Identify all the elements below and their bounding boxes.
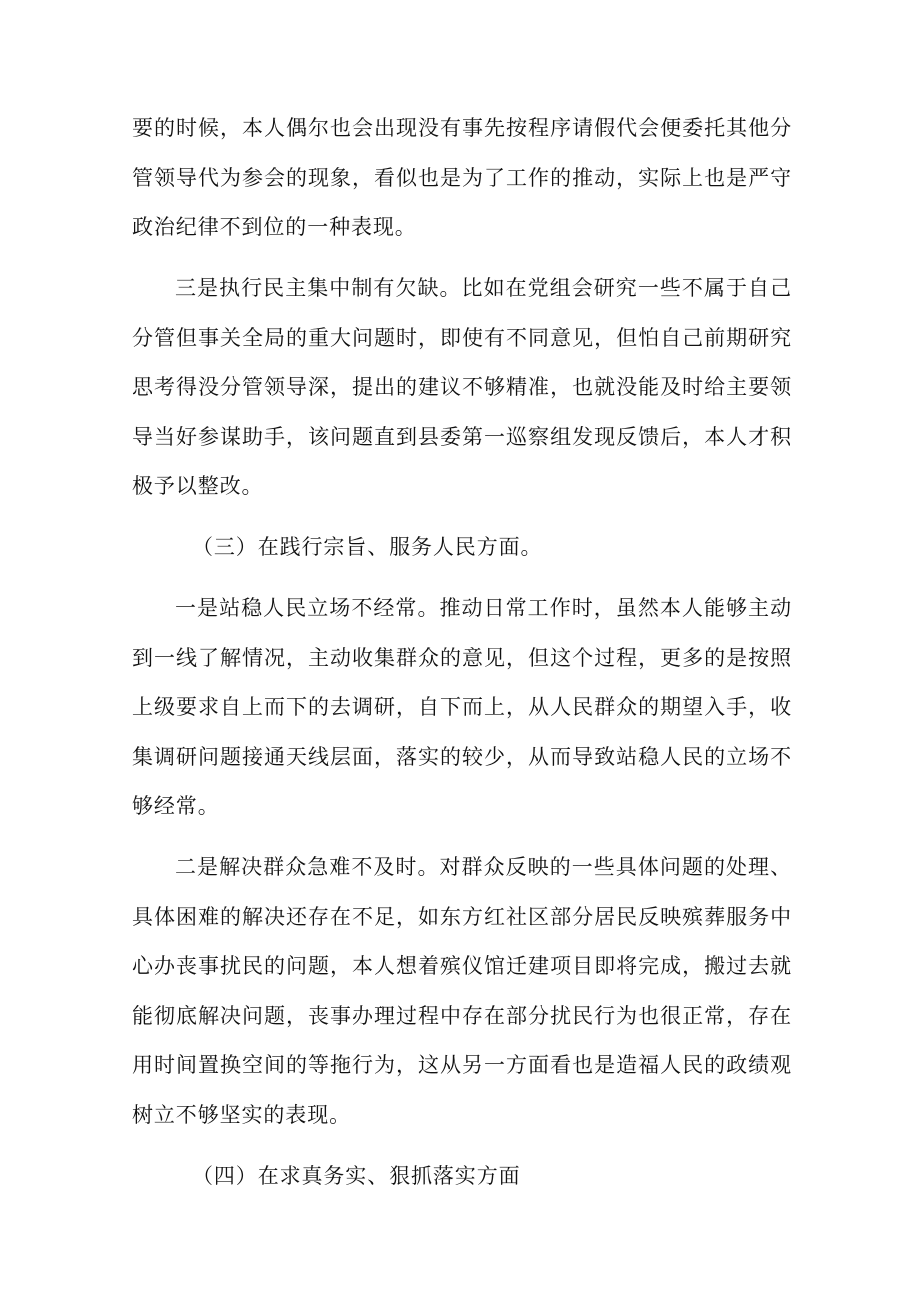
section-heading-serve-people: （三）在践行宗旨、服务人民方面。 bbox=[192, 535, 543, 559]
section-heading-pragmatism: （四）在求真务实、狠抓落实方面 bbox=[192, 1163, 521, 1188]
document-body bbox=[132, 104, 792, 1213]
paragraph-democratic-centralism: 三是执行民主集中制有欠缺。比如在党组会研究一些不属于自己分管但事关全局的重大问题时，即使有不同意见，但怕自己前期研究思考得没分管领导深，提出的建议不够精准，也就没能及时给主要领导当好参谋助手，该问题直到县委第一巡察组发现反馈后，本人才积极予以整改。 bbox=[132, 276, 792, 498]
paragraph-continuation: 要的时候，本人偶尔也会出现没有事先按程序请假代会便委托其他分管领导代为参会的现象，看似也是为了工作的推动，实际上也是严守政治纪律不到位的一种表现。 bbox=[132, 116, 792, 239]
paragraph-people-stance: 一是站稳人民立场不经常。推动日常工作时，虽然本人能够主动到一线了解情况，主动收集群众的意见，但这个过程，更多的是按照上级要求自上而下的去调研，自下而上，从人民群众的期望入手，收集调研问题接通天线层面，落实的较少，从而导致站稳人民的立场不够经常。 bbox=[132, 596, 792, 818]
paragraph-solve-difficulties: 二是解决群众急难不及时。对群众反映的一些具体问题的处理、具体困难的解决还存在不足，如东方红社区部分居民反映殡葬服务中心办丧事扰民的问题，本人想着殡仪馆迁建项目即将完成，搬过去就能彻底解决问题，丧事办理过程中存在部分扰民行为也很正常，存在用时间置换空间的等拖行为，这从另一方面看也是造福人民的政绩观树立不够坚实的表现。 bbox=[132, 855, 792, 1127]
